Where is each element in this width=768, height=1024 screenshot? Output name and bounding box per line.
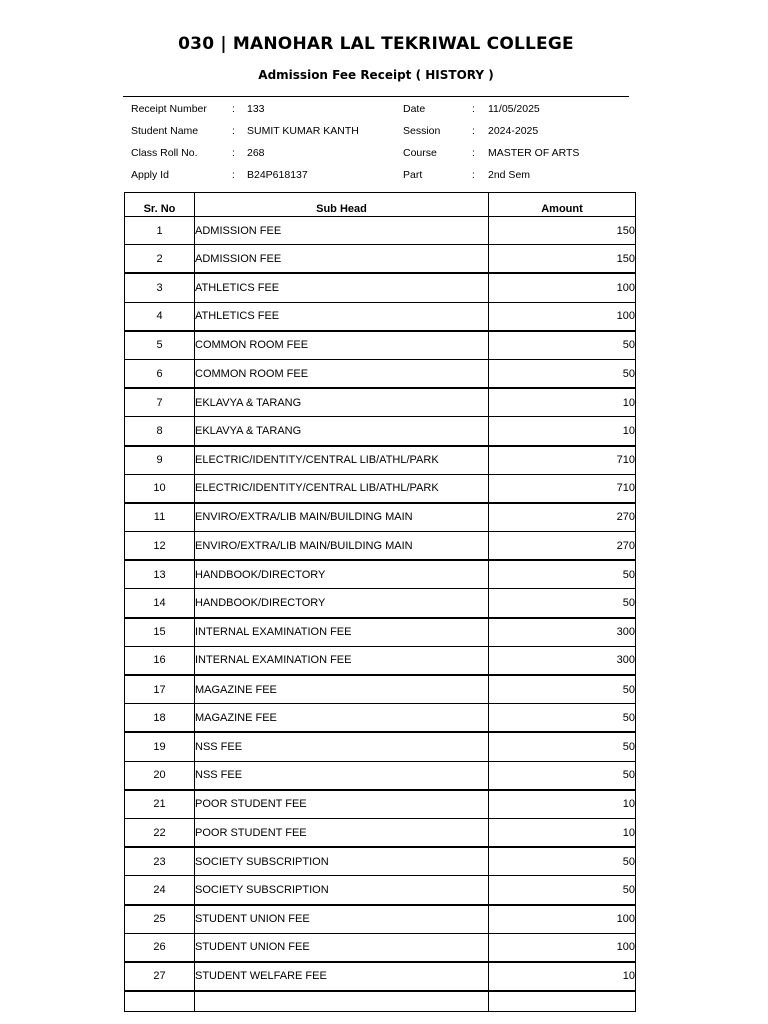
info-label: Class Roll No. bbox=[131, 147, 198, 159]
apply-id-value: B24P618137 bbox=[247, 169, 308, 181]
sub-head-cell: INTERNAL EXAMINATION FEE bbox=[195, 618, 489, 647]
sr-no-cell: 18 bbox=[125, 704, 195, 733]
table-row bbox=[125, 331, 636, 360]
sr-no-cell: 6 bbox=[125, 359, 195, 388]
info-label: Student Name bbox=[131, 125, 199, 137]
table-row bbox=[125, 388, 636, 417]
fee-table-body bbox=[125, 217, 636, 1012]
info-label: Receipt Number bbox=[131, 103, 207, 115]
session-value: 2024-2025 bbox=[488, 125, 539, 137]
sr-no-cell: 26 bbox=[125, 933, 195, 962]
empty-table-row bbox=[125, 991, 636, 1012]
sub-head-cell: HANDBOOK/DIRECTORY bbox=[195, 560, 489, 589]
amount-cell: 50 bbox=[489, 761, 636, 790]
column-header-sub-head: Sub Head bbox=[195, 193, 489, 217]
receipt-number-value: 133 bbox=[247, 103, 265, 115]
sub-head-cell: ADMISSION FEE bbox=[195, 245, 489, 274]
table-row bbox=[125, 532, 636, 561]
sub-head-cell: STUDENT WELFARE FEE bbox=[195, 962, 489, 991]
table-row bbox=[125, 474, 636, 503]
sr-no-cell: 20 bbox=[125, 761, 195, 790]
sub-head-cell: SOCIETY SUBSCRIPTION bbox=[195, 847, 489, 876]
amount-cell: 150 bbox=[489, 217, 636, 245]
amount-cell: 50 bbox=[489, 359, 636, 388]
sr-no-cell: 9 bbox=[125, 446, 195, 475]
sub-head-cell: NSS FEE bbox=[195, 732, 489, 761]
sub-head-cell: STUDENT UNION FEE bbox=[195, 933, 489, 962]
sub-head-cell: ATHLETICS FEE bbox=[195, 302, 489, 331]
amount-cell: 50 bbox=[489, 331, 636, 360]
sub-head-cell: MAGAZINE FEE bbox=[195, 704, 489, 733]
empty-cell bbox=[489, 991, 636, 1012]
table-row bbox=[125, 589, 636, 618]
sub-head-cell: STUDENT UNION FEE bbox=[195, 905, 489, 934]
info-label: Course bbox=[403, 147, 437, 159]
info-separator: : bbox=[472, 169, 475, 181]
sr-no-cell: 23 bbox=[125, 847, 195, 876]
date-value: 11/05/2025 bbox=[488, 103, 540, 115]
sr-no-cell: 16 bbox=[125, 646, 195, 675]
table-row bbox=[125, 245, 636, 274]
table-row bbox=[125, 761, 636, 790]
info-label: Part bbox=[403, 169, 423, 181]
amount-cell: 100 bbox=[489, 302, 636, 331]
amount-cell: 710 bbox=[489, 474, 636, 503]
table-row bbox=[125, 876, 636, 905]
table-row bbox=[125, 933, 636, 962]
table-row bbox=[125, 446, 636, 475]
column-header-sr-no: Sr. No bbox=[125, 193, 195, 217]
sub-head-cell: EKLAVYA & TARANG bbox=[195, 417, 489, 446]
sub-head-cell: SOCIETY SUBSCRIPTION bbox=[195, 876, 489, 905]
amount-cell: 50 bbox=[489, 732, 636, 761]
header-divider bbox=[123, 96, 629, 97]
sub-head-cell: ATHLETICS FEE bbox=[195, 273, 489, 302]
course-value: MASTER OF ARTS bbox=[488, 147, 580, 159]
table-row bbox=[125, 790, 636, 819]
table-row bbox=[125, 847, 636, 876]
sr-no-cell: 27 bbox=[125, 962, 195, 991]
sub-head-cell: POOR STUDENT FEE bbox=[195, 790, 489, 819]
amount-cell: 10 bbox=[489, 417, 636, 446]
table-row bbox=[125, 503, 636, 532]
amount-cell: 50 bbox=[489, 876, 636, 905]
fee-table bbox=[124, 192, 636, 1012]
sub-head-cell: POOR STUDENT FEE bbox=[195, 818, 489, 847]
column-header-amount: Amount bbox=[489, 193, 636, 217]
amount-cell: 270 bbox=[489, 532, 636, 561]
amount-cell: 50 bbox=[489, 704, 636, 733]
table-header-row bbox=[125, 193, 636, 217]
amount-cell: 50 bbox=[489, 847, 636, 876]
table-row bbox=[125, 417, 636, 446]
sub-head-cell: ADMISSION FEE bbox=[195, 217, 489, 245]
sr-no-cell: 14 bbox=[125, 589, 195, 618]
sr-no-cell: 24 bbox=[125, 876, 195, 905]
sr-no-cell: 13 bbox=[125, 560, 195, 589]
table-row bbox=[125, 217, 636, 245]
empty-cell bbox=[125, 991, 195, 1012]
empty-cell bbox=[195, 991, 489, 1012]
sub-head-cell: MAGAZINE FEE bbox=[195, 675, 489, 704]
amount-cell: 300 bbox=[489, 646, 636, 675]
sr-no-cell: 25 bbox=[125, 905, 195, 934]
amount-cell: 10 bbox=[489, 388, 636, 417]
sub-head-cell: COMMON ROOM FEE bbox=[195, 331, 489, 360]
sr-no-cell: 19 bbox=[125, 732, 195, 761]
amount-cell: 100 bbox=[489, 273, 636, 302]
table-row bbox=[125, 905, 636, 934]
amount-cell: 10 bbox=[489, 818, 636, 847]
sr-no-cell: 3 bbox=[125, 273, 195, 302]
sr-no-cell: 7 bbox=[125, 388, 195, 417]
sr-no-cell: 8 bbox=[125, 417, 195, 446]
sub-head-cell: HANDBOOK/DIRECTORY bbox=[195, 589, 489, 618]
sub-head-cell: ENVIRO/EXTRA/LIB MAIN/BUILDING MAIN bbox=[195, 503, 489, 532]
part-value: 2nd Sem bbox=[488, 169, 531, 181]
sr-no-cell: 21 bbox=[125, 790, 195, 819]
sr-no-cell: 2 bbox=[125, 245, 195, 274]
info-separator: : bbox=[472, 103, 475, 115]
table-row bbox=[125, 675, 636, 704]
sr-no-cell: 22 bbox=[125, 818, 195, 847]
amount-cell: 100 bbox=[489, 905, 636, 934]
sub-head-cell: ELECTRIC/IDENTITY/CENTRAL LIB/ATHL/PARK bbox=[195, 474, 489, 503]
amount-cell: 300 bbox=[489, 618, 636, 647]
amount-cell: 50 bbox=[489, 589, 636, 618]
info-separator: : bbox=[232, 169, 235, 181]
sr-no-cell: 15 bbox=[125, 618, 195, 647]
sub-head-cell: EKLAVYA & TARANG bbox=[195, 388, 489, 417]
sub-head-cell: NSS FEE bbox=[195, 761, 489, 790]
info-separator: : bbox=[232, 103, 235, 115]
table-row bbox=[125, 704, 636, 733]
receipt-title: Admission Fee Receipt ( HISTORY ) bbox=[258, 68, 494, 82]
info-separator: : bbox=[472, 147, 475, 159]
info-label: Session bbox=[403, 125, 441, 137]
amount-cell: 10 bbox=[489, 962, 636, 991]
table-row bbox=[125, 302, 636, 331]
amount-cell: 50 bbox=[489, 560, 636, 589]
amount-cell: 100 bbox=[489, 933, 636, 962]
sr-no-cell: 5 bbox=[125, 331, 195, 360]
info-label: Apply Id bbox=[131, 169, 169, 181]
amount-cell: 50 bbox=[489, 675, 636, 704]
sr-no-cell: 10 bbox=[125, 474, 195, 503]
table-row bbox=[125, 646, 636, 675]
sub-head-cell: COMMON ROOM FEE bbox=[195, 359, 489, 388]
sr-no-cell: 12 bbox=[125, 532, 195, 561]
table-row bbox=[125, 618, 636, 647]
table-row bbox=[125, 560, 636, 589]
table-row bbox=[125, 732, 636, 761]
amount-cell: 10 bbox=[489, 790, 636, 819]
info-label: Date bbox=[403, 103, 426, 115]
sub-head-cell: INTERNAL EXAMINATION FEE bbox=[195, 646, 489, 675]
sr-no-cell: 4 bbox=[125, 302, 195, 331]
table-row bbox=[125, 273, 636, 302]
class-roll-value: 268 bbox=[247, 147, 265, 159]
info-separator: : bbox=[472, 125, 475, 137]
sr-no-cell: 17 bbox=[125, 675, 195, 704]
amount-cell: 710 bbox=[489, 446, 636, 475]
sub-head-cell: ELECTRIC/IDENTITY/CENTRAL LIB/ATHL/PARK bbox=[195, 446, 489, 475]
sr-no-cell: 1 bbox=[125, 217, 195, 245]
student-name-value: SUMIT KUMAR KANTH bbox=[247, 125, 359, 137]
sr-no-cell: 11 bbox=[125, 503, 195, 532]
amount-cell: 150 bbox=[489, 245, 636, 274]
info-separator: : bbox=[232, 125, 235, 137]
table-row bbox=[125, 962, 636, 991]
sub-head-cell: ENVIRO/EXTRA/LIB MAIN/BUILDING MAIN bbox=[195, 532, 489, 561]
info-separator: : bbox=[232, 147, 235, 159]
table-row bbox=[125, 818, 636, 847]
amount-cell: 270 bbox=[489, 503, 636, 532]
college-title: 030 | MANOHAR LAL TEKRIWAL COLLEGE bbox=[178, 34, 574, 54]
table-row bbox=[125, 359, 636, 388]
